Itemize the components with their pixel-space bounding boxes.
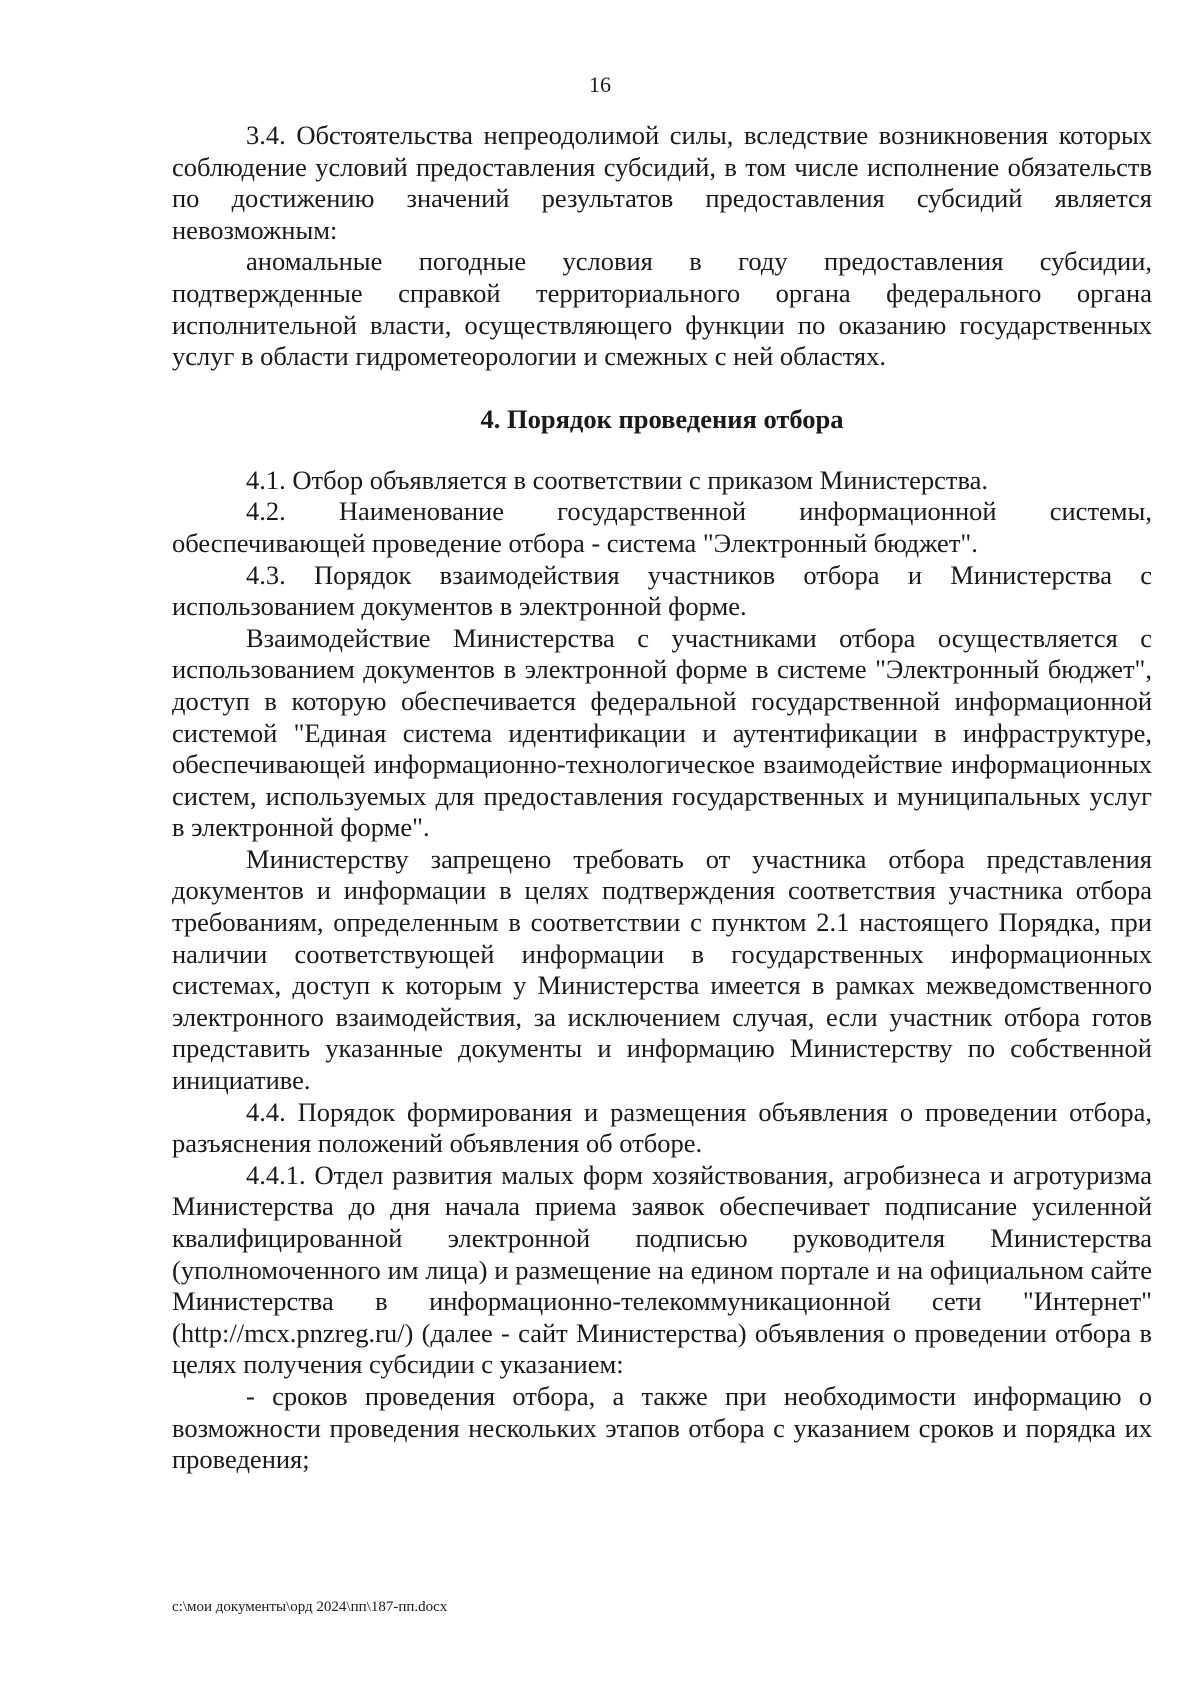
document-body bbox=[172, 120, 1152, 1476]
paragraph-anomalous-weather: аномальные погодные условия в году предоставления субсидии, подтвержденные справкой территориального органа федерального органа исполнительной власти, осуществляющего функции по оказанию государственных услуг в области гидрометеорологии и смежных с ней областях. bbox=[172, 246, 1152, 372]
section-heading-4: 4. Порядок проведения отбора bbox=[480, 403, 844, 434]
paragraph-3-4: 3.4. Обстоятельства непреодолимой силы, вследствие возникновения которых соблюдение условий предоставления субсидий, в том числе исполнение обязательств по достижению значений результатов предоставления субсидий является невозможным: bbox=[172, 120, 1152, 245]
paragraph-deadlines-item: - сроков проведения отбора, а также при необходимости информацию о возможности проведения нескольких этапов отбора с указанием сроков и порядка их проведения; bbox=[172, 1380, 1152, 1475]
paragraph-4-1: 4.1. Отбор объявляется в соответствии с приказом Министерства. bbox=[246, 464, 989, 495]
page-number: 16 bbox=[589, 72, 611, 97]
footer-file-path: с:\мои документы\орд 2024\пп\187-пп.docx bbox=[172, 1599, 448, 1615]
paragraph-4-3: 4.3. Порядок взаимодействия участников отбора и Министерства с использованием документов в электронной форме. bbox=[172, 559, 1152, 622]
paragraph-interaction: Взаимодействие Министерства с участниками отбора осуществляется с использованием документов в электронной форме в системе "Электронный бюджет", доступ в которую обеспечивается федеральной государственной информационной системой "Единая система идентификации и аутентификации в инфраструктуре, обеспечивающей информационно-технологическое взаимодействие информационных систем, используемых для предоставления государственных и муниципальных услуг в электронной форме". bbox=[172, 622, 1152, 843]
paragraph-4-4: 4.4. Порядок формирования и размещения объявления о проведении отбора, разъяснения положений объявления об отборе. bbox=[172, 1096, 1152, 1159]
paragraph-4-2: 4.2. Наименование государственной информационной системы, обеспечивающей проведение отбора - система "Электронный бюджет". bbox=[172, 496, 1152, 558]
paragraph-prohibition: Министерству запрещено требовать от участника отбора представления документов и информации в целях подтверждения соответствия участника отбора требованиям, определенным в соответствии с пунктом 2.1 настоящего Порядка, при наличии соответствующей информации в государственных информационных системах, доступ к которым у Министерства имеется в рамках межведомственного электронного взаимодействия, за исключением случая, если участник отбора готов представить указанные документы и информацию Министерству по собственной инициативе. bbox=[172, 843, 1152, 1096]
paragraph-4-4-1: 4.4.1. Отдел развития малых форм хозяйствования, агробизнеса и агротуризма Министерства до дня начала приема заявок обеспечивает подписание усиленной квалифицированной электронной подписью руководителя Министерства (уполномоченного им лица) и размещение на едином портале и на официальном сайте Министерства в информационно-телекоммуникационной сети "Интернет" (http://mcx.pnzreg.ru/) (далее - сайт Министерства) объявления о проведении отбора в целях получения субсидии с указанием: bbox=[172, 1159, 1152, 1380]
